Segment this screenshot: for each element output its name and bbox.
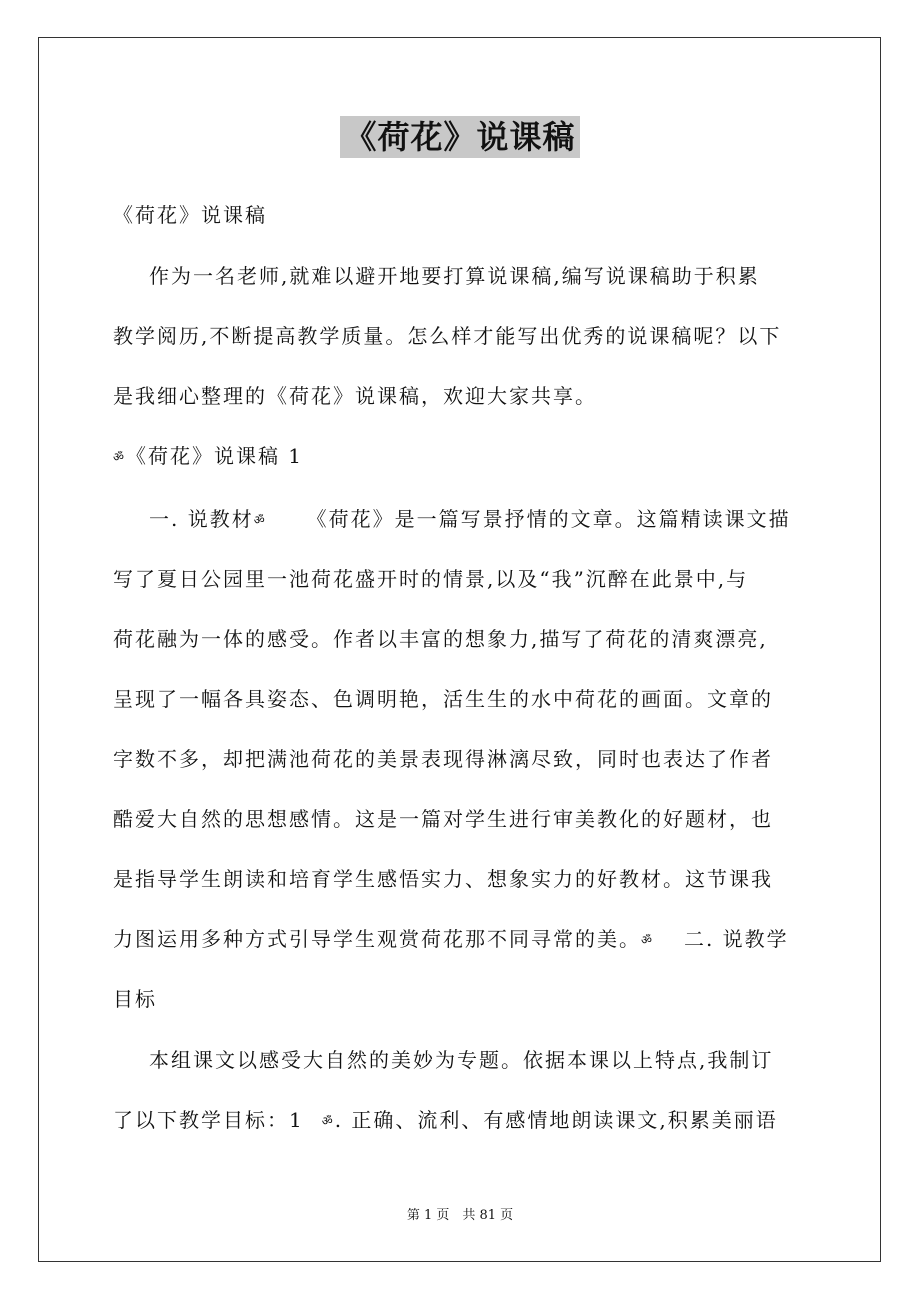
intro-line-2: 教学阅历,不断提高教学质量。怎么样才能写出优秀的说课稿呢？以下	[113, 324, 782, 348]
body-line-4: 字数不多，却把满池荷花的美景表现得淋漓尽致，同时也表达了作者	[113, 747, 773, 771]
body-line-5: 酷爱大自然的思想感情。这是一篇对学生进行审美教化的好题材，也	[113, 807, 773, 831]
intro-line-3: 是我细心整理的《荷花》说课稿，欢迎大家共享。	[113, 384, 597, 408]
section-heading: 《荷花》说课稿 1	[125, 444, 304, 468]
section-heading-line	[113, 442, 303, 473]
para2-line-2b: . 正确、流利、有感情地朗读课文,积累美丽语	[334, 1108, 778, 1132]
para2-line-2	[113, 1106, 778, 1137]
title-wrap	[0, 116, 920, 158]
intro-line-1: 作为一名老师,就难以避开地要打算说课稿,编写说课稿助于积累	[149, 264, 760, 288]
body-line-2: 荷花融为一体的感受。作者以丰富的想象力,描写了荷花的清爽漂亮,	[113, 627, 768, 651]
body-line-6: 是指导学生朗读和培育学生感悟实力、想象实力的好教材。这节课我	[113, 867, 773, 891]
para2-line-1: 本组课文以感受大自然的美妙为专题。依据本课以上特点,我制订	[149, 1048, 774, 1072]
page-footer: 第 1 页 共 81 页	[406, 1208, 514, 1223]
part1-marker: ॐ	[253, 513, 267, 527]
body-line-7-text: 力图运用多种方式引导学生观赏荷花那不同寻常的美。	[113, 927, 641, 951]
goal-marker: ॐ	[321, 1114, 335, 1128]
part2-marker: ॐ	[641, 933, 654, 947]
body-line-1: 写了夏日公园里一池荷花盛开时的情景,以及“我”沉醉在此景中,与	[113, 567, 749, 591]
body-line-7	[113, 925, 789, 956]
part1-line	[149, 505, 791, 536]
body-line-8: 目标	[113, 987, 157, 1011]
part1-first: 《荷花》是一篇写景抒情的文章。这篇精读课文描	[306, 507, 791, 531]
subtitle: 《荷花》说课稿	[113, 203, 267, 227]
para2-line-2a: 了以下教学目标：1	[113, 1108, 304, 1132]
part2-label: 二. 说教学	[683, 927, 789, 951]
section-marker: ॐ	[113, 450, 126, 464]
body-line-3: 呈现了一幅各具姿态、色调明艳，活生生的水中荷花的画面。文章的	[113, 687, 773, 711]
document-title: 《荷花》说课稿	[340, 116, 579, 158]
part1-label: 一. 说教材	[149, 507, 254, 531]
